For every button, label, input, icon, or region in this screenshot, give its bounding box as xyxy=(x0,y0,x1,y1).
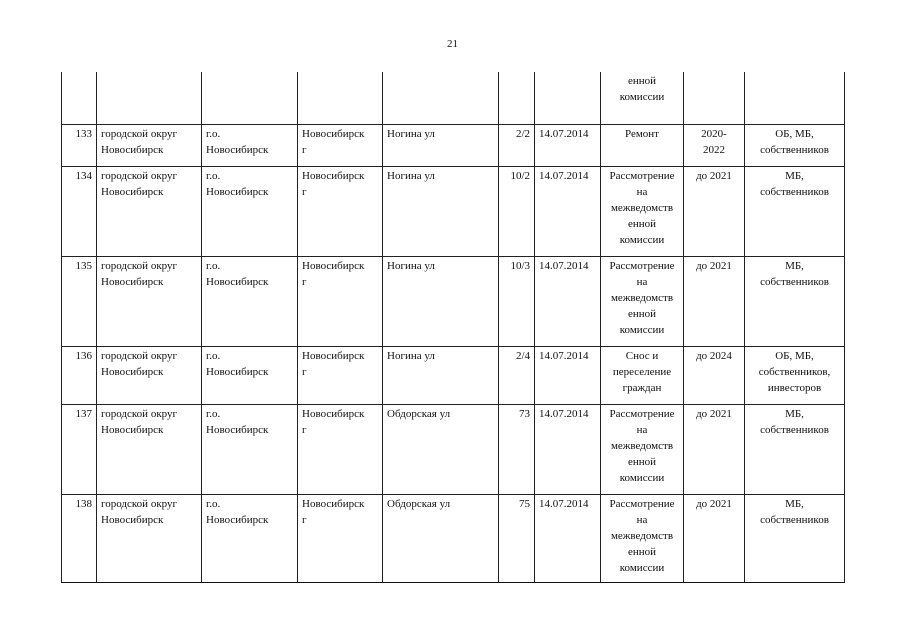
table-row xyxy=(62,494,845,582)
measure-line: на xyxy=(636,423,648,436)
funding-line: собственников xyxy=(760,275,829,288)
measure-line: комиссии xyxy=(619,471,665,484)
table-row xyxy=(62,166,845,256)
table-row xyxy=(62,346,845,404)
cell-municipality xyxy=(202,72,298,124)
district-line: городской округ xyxy=(101,349,178,362)
district-line: городской округ xyxy=(101,259,178,272)
municipality-line: г.о. xyxy=(206,349,221,362)
table-body xyxy=(62,72,845,582)
municipality-line: Новосибирск xyxy=(206,275,269,288)
term-line: 2022 xyxy=(703,143,725,156)
cell-house: 2/2 xyxy=(499,124,535,166)
measure-line: енной xyxy=(627,217,657,230)
cell-measure xyxy=(601,166,684,256)
funding-line: МБ, xyxy=(785,169,804,182)
municipality-line: Новосибирск xyxy=(206,365,269,378)
district-line: городской округ xyxy=(101,407,178,420)
cell-num: 138 xyxy=(62,494,97,582)
cell-date: 14.07.2014 xyxy=(535,404,601,494)
locality-line: г xyxy=(302,143,307,156)
measure-line: на xyxy=(636,275,648,288)
cell-num: 134 xyxy=(62,166,97,256)
measure-line: комиссии xyxy=(619,91,665,103)
term-line: до 2021 xyxy=(696,169,732,182)
cell-municipality xyxy=(202,124,298,166)
cell-municipality xyxy=(202,494,298,582)
district-line: Новосибирск xyxy=(101,275,164,288)
district-line: городской округ xyxy=(101,169,178,182)
measure-line: енной xyxy=(627,75,657,87)
cell-term xyxy=(684,124,745,166)
cell-funding xyxy=(745,166,845,256)
municipality-line: Новосибирск xyxy=(206,513,269,526)
cell-date: 14.07.2014 xyxy=(535,166,601,256)
district-line: городской округ xyxy=(101,127,178,140)
cell-funding xyxy=(745,124,845,166)
table-row xyxy=(62,404,845,494)
locality-line: г xyxy=(302,275,307,288)
cell-measure xyxy=(601,346,684,404)
cell-num xyxy=(62,72,97,124)
measure-line: межведомств xyxy=(610,291,674,304)
cell-measure xyxy=(601,124,684,166)
funding-line: собственников xyxy=(760,185,829,198)
cell-locality xyxy=(298,346,383,404)
table-row xyxy=(62,124,845,166)
measure-line: Ремонт xyxy=(624,127,659,140)
cell-num: 135 xyxy=(62,256,97,346)
district-line: городской округ xyxy=(101,497,178,510)
measure-line: на xyxy=(636,185,648,198)
cell-street xyxy=(383,72,499,124)
cell-date: 14.07.2014 xyxy=(535,346,601,404)
cell-house: 73 xyxy=(499,404,535,494)
cell-house xyxy=(499,72,535,124)
measure-line: Снос и xyxy=(625,349,659,362)
measure-line: енной xyxy=(627,455,657,468)
cell-municipality xyxy=(202,404,298,494)
cell-date: 14.07.2014 xyxy=(535,494,601,582)
cell-date: 14.07.2014 xyxy=(535,256,601,346)
measure-line: комиссии xyxy=(619,233,665,246)
cell-municipality xyxy=(202,166,298,256)
measure-line: комиссии xyxy=(619,561,665,574)
locality-line: г xyxy=(302,513,307,526)
measure-line: енной xyxy=(627,307,657,320)
funding-line: МБ, xyxy=(785,497,804,510)
municipality-line: г.о. xyxy=(206,259,221,272)
cell-district xyxy=(97,166,202,256)
municipality-line: г.о. xyxy=(206,169,221,182)
cell-locality xyxy=(298,166,383,256)
municipality-line: г.о. xyxy=(206,407,221,420)
term-line: до 2024 xyxy=(696,349,732,362)
funding-line: ОБ, МБ, xyxy=(775,127,814,140)
cell-district xyxy=(97,72,202,124)
cell-funding xyxy=(745,256,845,346)
cell-funding xyxy=(745,346,845,404)
district-line: Новосибирск xyxy=(101,143,164,156)
cell-municipality xyxy=(202,346,298,404)
cell-term xyxy=(684,404,745,494)
measure-line: комиссии xyxy=(619,323,665,336)
cell-locality xyxy=(298,72,383,124)
funding-line: ОБ, МБ, xyxy=(775,349,814,362)
district-line: Новосибирск xyxy=(101,365,164,378)
term-line: до 2021 xyxy=(696,497,732,510)
cell-measure xyxy=(601,256,684,346)
cell-street: Ногина ул xyxy=(383,256,499,346)
cell-district xyxy=(97,124,202,166)
cell-municipality xyxy=(202,256,298,346)
locality-line: г xyxy=(302,185,307,198)
locality-line: г xyxy=(302,365,307,378)
municipality-line: Новосибирск xyxy=(206,185,269,198)
funding-line: собственников xyxy=(760,143,829,156)
cell-district xyxy=(97,346,202,404)
funding-line: инвесторов xyxy=(767,381,822,394)
municipality-line: г.о. xyxy=(206,127,221,140)
measure-line: на xyxy=(636,513,648,526)
cell-street: Ногина ул xyxy=(383,346,499,404)
cell-funding xyxy=(745,404,845,494)
cell-term xyxy=(684,166,745,256)
funding-line: собственников xyxy=(760,423,829,436)
locality-line: Новосибирск xyxy=(302,127,365,140)
measure-line: Рассмотрение xyxy=(609,169,675,182)
locality-line: Новосибирск xyxy=(302,169,365,182)
cell-house: 10/3 xyxy=(499,256,535,346)
locality-line: Новосибирск xyxy=(302,259,365,272)
cell-measure xyxy=(601,72,684,124)
cell-house: 2/4 xyxy=(499,346,535,404)
municipality-line: г.о. xyxy=(206,497,221,510)
cell-district xyxy=(97,256,202,346)
measure-line: Рассмотрение xyxy=(609,407,675,420)
cell-term xyxy=(684,256,745,346)
measure-line: Рассмотрение xyxy=(609,259,675,272)
cell-num: 133 xyxy=(62,124,97,166)
measure-line: енной xyxy=(627,545,657,558)
cell-term xyxy=(684,346,745,404)
cell-locality xyxy=(298,124,383,166)
cell-district xyxy=(97,404,202,494)
cell-house: 10/2 xyxy=(499,166,535,256)
measure-line: переселение xyxy=(612,365,672,378)
cell-locality xyxy=(298,256,383,346)
locality-line: Новосибирск xyxy=(302,497,365,510)
funding-line: собственников, xyxy=(758,365,831,378)
continuation-row xyxy=(62,72,845,124)
cell-locality xyxy=(298,494,383,582)
cell-funding xyxy=(745,494,845,582)
cell-house: 75 xyxy=(499,494,535,582)
cell-term xyxy=(684,494,745,582)
cell-num: 136 xyxy=(62,346,97,404)
funding-line: МБ, xyxy=(785,259,804,272)
cell-date xyxy=(535,72,601,124)
district-line: Новосибирск xyxy=(101,513,164,526)
district-line: Новосибирск xyxy=(101,185,164,198)
measure-line: межведомств xyxy=(610,201,674,214)
funding-line: МБ, xyxy=(785,407,804,420)
term-line: 2020- xyxy=(701,127,727,140)
term-line: до 2021 xyxy=(696,407,732,420)
cell-term xyxy=(684,72,745,124)
cell-street: Ногина ул xyxy=(383,166,499,256)
cell-measure xyxy=(601,404,684,494)
page-number: 21 xyxy=(447,38,458,50)
measure-line: граждан xyxy=(622,381,662,394)
cell-num: 137 xyxy=(62,404,97,494)
district-line: Новосибирск xyxy=(101,423,164,436)
funding-line: собственников xyxy=(760,513,829,526)
cell-funding xyxy=(745,72,845,124)
locality-line: Новосибирск xyxy=(302,407,365,420)
measure-line: межведомств xyxy=(610,439,674,452)
cell-street: Обдорская ул xyxy=(383,404,499,494)
municipality-line: Новосибирск xyxy=(206,143,269,156)
cell-locality xyxy=(298,404,383,494)
municipality-line: Новосибирск xyxy=(206,423,269,436)
cell-street: Обдорская ул xyxy=(383,494,499,582)
measure-line: межведомств xyxy=(610,529,674,542)
cell-date: 14.07.2014 xyxy=(535,124,601,166)
measure-line: Рассмотрение xyxy=(609,497,675,510)
locality-line: Новосибирск xyxy=(302,349,365,362)
cell-measure xyxy=(601,494,684,582)
locality-line: г xyxy=(302,423,307,436)
table-row xyxy=(62,256,845,346)
term-line: до 2021 xyxy=(696,259,732,272)
cell-street: Ногина ул xyxy=(383,124,499,166)
cell-district xyxy=(97,494,202,582)
buildings-table xyxy=(61,72,845,583)
